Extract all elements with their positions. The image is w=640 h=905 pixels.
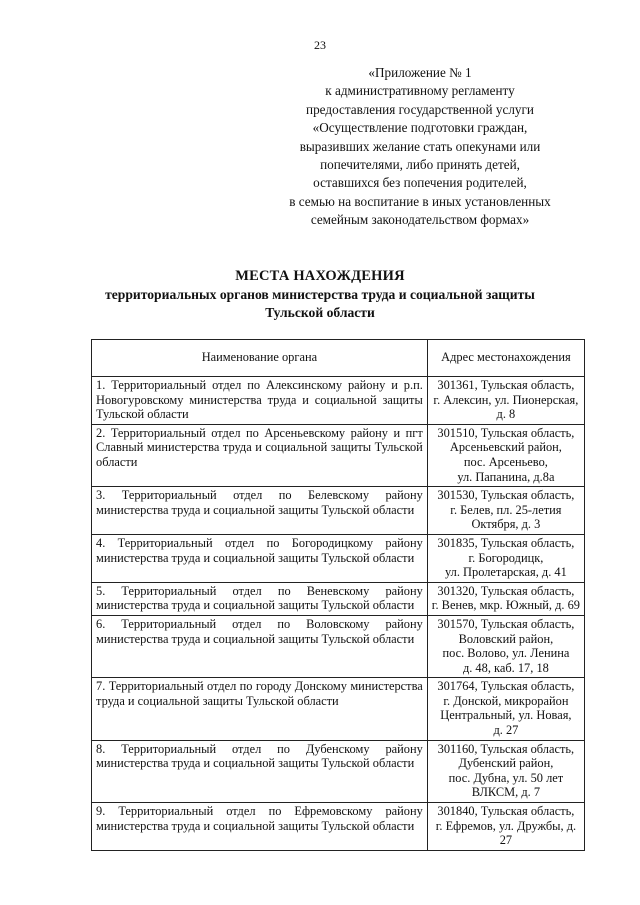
heading-subtitle-line2: Тульской области: [265, 305, 375, 320]
organ-name-cell: 4. Территориальный отдел по Богородицкому району министерства труда и социальной защиты Тульской области: [92, 534, 428, 582]
address-line: 301160, Тульская область,: [437, 741, 575, 756]
address-cell: [427, 424, 584, 486]
appendix-line: в семью на воспитание в иных установленных: [289, 193, 551, 209]
address-cell: [427, 615, 584, 677]
organ-name-cell: 5. Территориальный отдел по Веневскому району министерства труда и социальной защиты Тульской области: [92, 582, 428, 615]
address-line: 301530, Тульская область,: [437, 488, 575, 503]
address-cell: [427, 582, 584, 615]
organ-name-cell: 2. Территориальный отдел по Арсеньевскому району и пгт Славный министерства труда и социальной защиты Тульской области: [92, 424, 428, 486]
table-row: [92, 534, 585, 582]
address-line: Дубенский район,: [458, 756, 554, 771]
address-cell: [427, 803, 584, 851]
organ-name-cell: 8. Территориальный отдел по Дубенскому району министерства труда и социальной защиты Тульской области: [92, 740, 428, 802]
address-cell: [427, 678, 584, 740]
address-line: ул. Пролетарская, д. 41: [445, 565, 567, 580]
appendix-line: «Осуществление подготовки граждан,: [312, 120, 528, 136]
appendix-line: попечителями, либо принять детей,: [320, 157, 520, 173]
address-cell: [427, 534, 584, 582]
appendix-line: «Приложение № 1: [368, 65, 472, 80]
column-header-name: Наименование органа: [92, 340, 428, 377]
address-line: г. Венев, мкр. Южный, д. 69: [431, 598, 580, 613]
address-line: д. 27: [493, 723, 519, 738]
address-line: Октября, д. 3: [471, 517, 541, 532]
address-line: д. 8: [496, 407, 516, 422]
organ-name-cell: 7. Территориальный отдел по городу Донскому министерства труда и социальной защиты Тульской области: [92, 678, 428, 740]
appendix-line: выразивших желание стать опекунами или: [299, 138, 541, 154]
address-line: Воловский район,: [458, 631, 554, 646]
address-line: 301840, Тульская область,: [437, 804, 575, 819]
address-line: 301320, Тульская область,: [437, 583, 575, 598]
appendix-line: предоставления государственной услуги: [306, 101, 534, 117]
address-line: г. Ефремов, ул. Дружбы, д.: [435, 818, 577, 833]
address-line: г. Богородицк,: [468, 550, 544, 565]
appendix-line: оставшихся без попечения родителей,: [313, 175, 527, 191]
address-line: г. Донской, микрорайон: [443, 693, 569, 708]
address-line: пос. Волово, ул. Ленина: [442, 646, 570, 661]
organ-name-cell: 6. Территориальный отдел по Воловскому району министерства труда и социальной защиты Тульской области: [92, 615, 428, 677]
address-line: 27: [499, 833, 513, 848]
page-number: 23: [314, 38, 326, 52]
locations-table: [91, 339, 585, 851]
table-header-row: [92, 340, 585, 377]
table-row: [92, 487, 585, 535]
address-line: 301361, Тульская область,: [437, 378, 575, 392]
table-row: [92, 424, 585, 486]
address-line: Арсеньевский район,: [449, 440, 562, 455]
appendix-line: к административному регламенту: [325, 83, 515, 99]
address-line: ВЛКСМ, д. 7: [471, 785, 541, 800]
address-cell: [427, 487, 584, 535]
address-line: ул. Папанина, д.8а: [457, 469, 555, 484]
column-header-address: Адрес местонахождения: [427, 340, 584, 377]
address-line: г. Алексин, ул. Пионерская,: [433, 392, 579, 407]
heading-title: МЕСТА НАХОЖДЕНИЯ: [235, 268, 405, 284]
heading-subtitle-line1: территориальных органов министерства труда и социальной защиты: [105, 287, 535, 302]
table-row: [92, 740, 585, 802]
table-row: [92, 803, 585, 851]
table-row: [92, 615, 585, 677]
table-row: [92, 377, 585, 425]
organ-name-cell: 3. Территориальный отдел по Белевскому району министерства труда и социальной защиты Тульской области: [92, 487, 428, 535]
table-row: [92, 582, 585, 615]
address-line: пос. Арсеньево,: [463, 454, 548, 469]
address-line: 301510, Тульская область,: [437, 425, 575, 440]
address-line: 301764, Тульская область,: [437, 679, 575, 694]
appendix-caption: [270, 64, 570, 230]
organ-name-cell: 1. Территориальный отдел по Алексинскому району и р.п. Новогуровскому министерства труда и социальной защиты Тульской области: [92, 377, 428, 425]
document-heading: [0, 267, 640, 322]
address-line: д. 48, каб. 17, 18: [462, 660, 549, 675]
address-line: 301570, Тульская область,: [437, 616, 575, 631]
organ-name-cell: 9. Территориальный отдел по Ефремовскому району министерства труда и социальной защиты Тульской области: [92, 803, 428, 851]
address-line: г. Белев, пл. 25-летия: [450, 502, 562, 517]
address-cell: [427, 377, 584, 425]
address-line: Центральный, ул. Новая,: [440, 708, 572, 723]
address-cell: [427, 740, 584, 802]
appendix-line: семейным законодательством формах»: [310, 212, 530, 228]
table-row: [92, 678, 585, 740]
address-line: пос. Дубна, ул. 50 лет: [448, 770, 564, 785]
address-line: 301835, Тульская область,: [437, 535, 575, 550]
